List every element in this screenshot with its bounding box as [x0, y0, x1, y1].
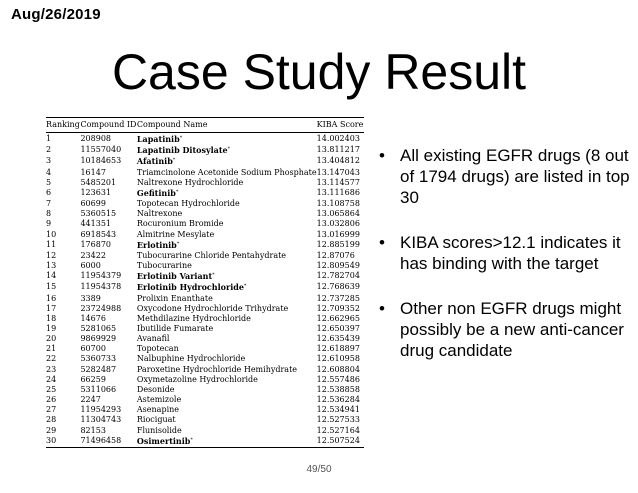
cell-ranking: 20 — [46, 334, 57, 344]
cell-ranking: 8 — [46, 209, 52, 219]
compound-name-text: Lapatinib — [136, 134, 180, 145]
cell-ranking: 7 — [46, 199, 52, 209]
cell-kiba-score: 13.108758 — [316, 199, 360, 209]
table-row — [46, 314, 364, 324]
cell-kiba-score: 13.147043 — [316, 167, 360, 177]
cell-compound-id: 6918543 — [80, 229, 117, 239]
cell-compound-id: 11954379 — [80, 271, 122, 281]
bullet-item — [378, 145, 633, 208]
table-row — [46, 188, 364, 199]
kiba-results-table — [46, 117, 364, 448]
cell-ranking: 30 — [46, 436, 80, 448]
egfr-marker: * — [179, 135, 183, 142]
compound-name-text: Nalbuphine Hydrochloride — [136, 354, 246, 364]
cell-ranking: 28 — [46, 415, 57, 425]
egfr-marker: * — [227, 146, 231, 153]
compound-name-text: Almitrine Mesylate — [136, 229, 215, 239]
table-row — [46, 178, 364, 188]
cell-compound-id: 11954378 — [80, 282, 122, 292]
cell-ranking: 23 — [46, 364, 57, 374]
compound-name-text: Rocuronium Bromide — [136, 219, 224, 229]
cell-compound-name — [137, 199, 317, 209]
cell-kiba-score: 12.618897 — [316, 344, 360, 354]
header-compound-id: Compound ID — [80, 118, 136, 133]
compound-name-text: Desonide — [136, 384, 175, 394]
bullet-dot-icon: • — [379, 233, 385, 252]
table-row — [46, 199, 364, 209]
table-row — [46, 240, 364, 251]
cell-compound-id: 23422 — [80, 250, 106, 260]
cell-kiba-score: 13.111686 — [316, 187, 360, 197]
compound-name-text: Oxycodone Hydrochloride Trihydrate — [136, 303, 289, 313]
cell-compound-id: 3389 — [80, 293, 101, 303]
cell-ranking: 1 — [46, 134, 52, 144]
compound-name-text: Oxymetazoline Hydrochloride — [136, 374, 258, 384]
compound-name-text: Methdilazine Hydrochloride — [136, 313, 251, 323]
cell-compound-id: 11557040 — [80, 145, 122, 155]
header-kiba-score: KIBA Score — [317, 118, 364, 133]
cell-kiba-score: 12.534941 — [316, 405, 360, 415]
cell-compound-name — [137, 354, 317, 364]
cell-kiba-score: 12.507524 — [317, 436, 364, 448]
cell-compound-name — [137, 304, 317, 314]
table-row — [46, 344, 364, 354]
cell-ranking: 16 — [46, 293, 57, 303]
table-row — [46, 365, 364, 375]
cell-compound-name — [137, 261, 317, 271]
compound-name-text: Erlotinib Hydrochloride — [136, 282, 244, 293]
cell-ranking: 13 — [46, 261, 57, 271]
bullet-item — [378, 232, 633, 274]
table-row — [46, 324, 364, 334]
bullet-item — [378, 298, 633, 361]
cell-kiba-score: 12.885199 — [316, 239, 360, 249]
cell-kiba-score: 12.557486 — [316, 374, 360, 384]
cell-compound-id: 11304743 — [80, 415, 122, 425]
cell-kiba-score: 12.768639 — [316, 282, 360, 292]
table-body — [46, 133, 364, 448]
cell-ranking: 26 — [46, 395, 57, 405]
cell-compound-name — [137, 395, 317, 405]
bullet-text: All existing EGFR drugs (8 out of 1794 drugs) are listed in top 30 — [400, 146, 630, 207]
cell-compound-id: 11954293 — [80, 405, 122, 415]
compound-name-text: Riociguat — [136, 415, 176, 425]
cell-ranking: 6 — [46, 187, 52, 197]
compound-name-text: Tubocurarine — [136, 261, 192, 271]
page-number: 49/50 — [306, 464, 332, 475]
compound-name-text: Afatinib — [136, 156, 173, 167]
cell-compound-name — [137, 156, 317, 167]
egfr-marker: * — [190, 436, 193, 443]
cell-compound-id: 5281065 — [80, 323, 117, 333]
cell-compound-id: 23724988 — [80, 303, 122, 313]
compound-name-text: Osimertinib — [136, 435, 191, 446]
table-row — [46, 133, 364, 146]
cell-kiba-score: 13.404812 — [316, 156, 360, 166]
cell-compound-name — [137, 178, 317, 188]
egfr-marker: * — [243, 283, 247, 290]
table-row — [46, 395, 364, 405]
compound-name-text: Erlotinib — [136, 239, 177, 250]
table-header-row — [46, 118, 364, 133]
table-row — [46, 426, 364, 436]
cell-compound-id: 5485201 — [80, 177, 117, 187]
cell-compound-id: 5282487 — [80, 364, 117, 374]
table-row — [46, 209, 364, 219]
egfr-marker: * — [175, 188, 179, 195]
cell-kiba-score: 14.002403 — [316, 134, 360, 144]
table-row — [46, 251, 364, 261]
compound-name-text: Tubocurarine Chloride Pentahydrate — [136, 250, 287, 260]
cell-ranking: 22 — [46, 354, 57, 364]
cell-compound-name — [137, 188, 317, 199]
compound-name-text: Flunisolide — [136, 425, 182, 435]
table-row — [46, 334, 364, 344]
compound-name-text: Paroxetine Hydrochloride Hemihydrate — [136, 364, 298, 374]
egfr-marker: * — [176, 240, 180, 247]
cell-ranking: 14 — [46, 271, 57, 281]
cell-kiba-score: 12.635439 — [316, 334, 360, 344]
cell-compound-name — [137, 405, 317, 415]
cell-kiba-score: 12.782704 — [316, 271, 360, 281]
cell-kiba-score: 13.811217 — [316, 145, 360, 155]
cell-compound-name — [137, 294, 317, 304]
cell-compound-name — [137, 415, 317, 425]
table-row — [46, 375, 364, 385]
cell-compound-name — [137, 385, 317, 395]
cell-compound-id: 5360515 — [80, 209, 117, 219]
cell-compound-id: 10184653 — [80, 156, 122, 166]
table-row — [46, 436, 364, 448]
cell-kiba-score: 12.527533 — [316, 415, 360, 425]
cell-ranking: 9 — [46, 219, 52, 229]
cell-compound-id: 16147 — [80, 167, 106, 177]
compound-name-text: Triamcinolone Acetonide Sodium Phosphate — [136, 167, 317, 177]
compound-name-text: Avanafil — [136, 334, 170, 344]
header-compound-name: Compound Name — [137, 118, 317, 133]
cell-kiba-score: 12.709352 — [316, 303, 360, 313]
cell-kiba-score: 13.114577 — [316, 177, 360, 187]
table-row — [46, 385, 364, 395]
cell-kiba-score: 12.650397 — [316, 323, 360, 333]
cell-compound-id: 208908 — [80, 134, 112, 144]
cell-compound-id: 123631 — [80, 187, 112, 197]
cell-compound-name — [137, 314, 317, 324]
cell-compound-id: 176870 — [80, 239, 112, 249]
table-row — [46, 168, 364, 178]
cell-ranking: 15 — [46, 282, 57, 292]
cell-ranking: 5 — [46, 177, 52, 187]
cell-compound-id: 2247 — [80, 395, 101, 405]
egfr-marker: * — [172, 157, 176, 164]
table-row — [46, 405, 364, 415]
cell-kiba-score: 12.610958 — [316, 354, 360, 364]
table-row — [46, 271, 364, 282]
compound-name-text: Gefitinib — [136, 187, 176, 198]
compound-name-text: Topotecan Hydrochloride — [136, 199, 240, 209]
bullet-list — [378, 145, 633, 385]
cell-compound-name — [137, 375, 317, 385]
cell-compound-name — [137, 271, 317, 282]
cell-kiba-score: 12.87076 — [316, 250, 355, 260]
bullet-text: Other non EGFR drugs might possibly be a new anti-cancer drug candidate — [400, 299, 624, 360]
cell-compound-name — [137, 240, 317, 251]
cell-compound-id: 66259 — [80, 374, 106, 384]
compound-name-text: Prolixin Enanthate — [136, 293, 213, 303]
cell-compound-name — [137, 324, 317, 334]
compound-name-text: Erlotinib Variant — [136, 271, 213, 282]
cell-compound-id: 60699 — [80, 199, 106, 209]
cell-compound-name — [137, 436, 317, 448]
cell-compound-id: 5360733 — [80, 354, 117, 364]
cell-kiba-score: 12.527164 — [316, 425, 360, 435]
cell-kiba-score: 13.065864 — [316, 209, 360, 219]
cell-ranking: 11 — [46, 239, 57, 249]
cell-kiba-score: 13.032806 — [316, 219, 360, 229]
cell-compound-name — [137, 334, 317, 344]
cell-ranking: 25 — [46, 384, 57, 394]
header-ranking: Ranking — [46, 118, 80, 133]
bullet-dot-icon: • — [379, 299, 385, 318]
cell-compound-name — [137, 344, 317, 354]
cell-kiba-score: 12.536284 — [316, 395, 360, 405]
cell-ranking: 21 — [46, 344, 57, 354]
table-row — [46, 261, 364, 271]
egfr-marker: * — [212, 272, 215, 279]
cell-compound-name — [137, 230, 317, 240]
cell-compound-name — [137, 209, 317, 219]
compound-name-text: Asenapine — [136, 405, 180, 415]
cell-compound-id: 71496458 — [80, 436, 136, 448]
cell-compound-name — [137, 251, 317, 261]
cell-kiba-score: 12.538858 — [316, 384, 360, 394]
slide-title: Case Study Result — [111, 44, 527, 100]
compound-name-text: Naltrexone Hydrochloride — [136, 177, 244, 187]
table-row — [46, 354, 364, 364]
table-row — [46, 294, 364, 304]
table-row — [46, 230, 364, 240]
cell-compound-name — [137, 282, 317, 293]
cell-kiba-score: 12.809549 — [316, 261, 360, 271]
cell-kiba-score: 13.016999 — [316, 229, 360, 239]
cell-ranking: 2 — [46, 145, 52, 155]
cell-compound-id: 60700 — [80, 344, 106, 354]
cell-compound-id: 441351 — [80, 219, 112, 229]
slide-date: Aug/26/2019 — [11, 6, 101, 23]
cell-compound-name — [137, 426, 317, 436]
cell-compound-name — [137, 168, 317, 178]
table-row — [46, 145, 364, 156]
compound-name-text: Astemizole — [136, 395, 182, 405]
table-row — [46, 156, 364, 167]
table-row — [46, 415, 364, 425]
compound-name-text: Ibutilide Fumarate — [136, 323, 214, 333]
cell-compound-id: 5311066 — [80, 384, 117, 394]
compound-name-text: Naltrexone — [136, 209, 183, 219]
table-row — [46, 304, 364, 314]
cell-ranking: 27 — [46, 405, 57, 415]
cell-kiba-score: 12.662965 — [316, 313, 360, 323]
compound-name-text: Topotecan — [136, 344, 179, 354]
cell-ranking: 29 — [46, 425, 57, 435]
compound-name-text: Lapatinib Ditosylate — [136, 145, 228, 156]
cell-compound-id: 14676 — [80, 313, 106, 323]
cell-compound-id: 82153 — [80, 425, 106, 435]
table-row — [46, 282, 364, 293]
cell-ranking: 24 — [46, 374, 57, 384]
cell-compound-name — [137, 365, 317, 375]
bullet-text: KIBA scores>12.1 indicates it has binding with the target — [400, 233, 621, 273]
cell-kiba-score: 12.737285 — [316, 293, 360, 303]
cell-kiba-score: 12.608804 — [316, 364, 360, 374]
table-row — [46, 219, 364, 229]
cell-compound-id: 9869929 — [80, 334, 117, 344]
cell-compound-name — [137, 219, 317, 229]
cell-compound-name — [137, 133, 317, 146]
bullet-dot-icon: • — [379, 146, 385, 165]
cell-ranking: 18 — [46, 313, 57, 323]
cell-compound-name — [137, 145, 317, 156]
cell-ranking: 10 — [46, 229, 57, 239]
cell-ranking: 3 — [46, 156, 52, 166]
cell-ranking: 12 — [46, 250, 57, 260]
cell-ranking: 19 — [46, 323, 57, 333]
cell-ranking: 4 — [46, 167, 52, 177]
cell-compound-id: 6000 — [80, 261, 101, 271]
cell-ranking: 17 — [46, 303, 57, 313]
